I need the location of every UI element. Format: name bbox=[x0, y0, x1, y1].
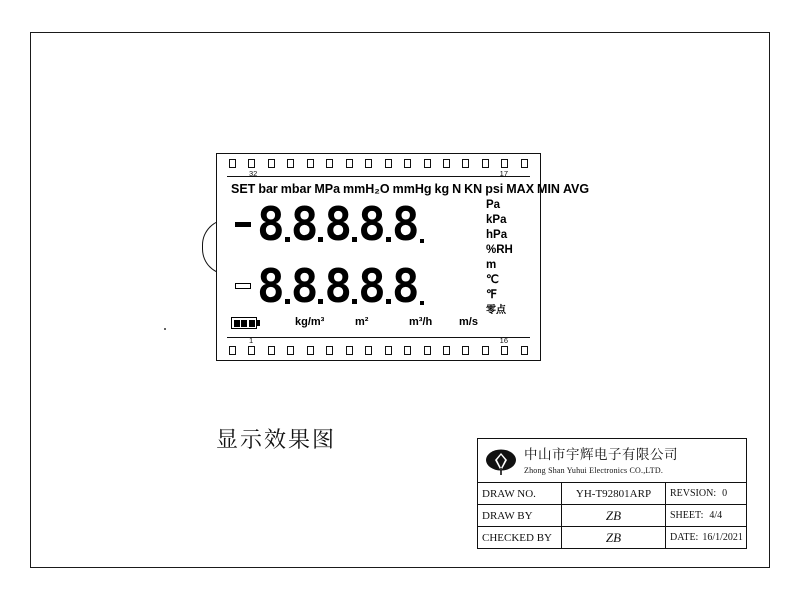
pin bbox=[346, 159, 353, 168]
decimal-point bbox=[386, 299, 391, 304]
checked-by-label: CHECKED BY bbox=[478, 527, 562, 548]
company-name-cn: 中山市宇辉电子有限公司 bbox=[524, 447, 678, 464]
title-block-row bbox=[478, 505, 746, 527]
pin bbox=[287, 346, 294, 355]
pin bbox=[248, 159, 255, 168]
pin bbox=[229, 159, 236, 168]
battery-icon bbox=[231, 317, 257, 329]
digit: 8 bbox=[358, 259, 385, 313]
stray-dot-mark bbox=[164, 328, 166, 330]
decimal-point bbox=[386, 237, 391, 242]
pin bbox=[385, 159, 392, 168]
annunciator-n: N bbox=[452, 182, 462, 196]
pin bbox=[365, 159, 372, 168]
annunciator-min: MIN bbox=[537, 182, 560, 196]
decimal-point bbox=[420, 301, 424, 305]
pin bbox=[424, 159, 431, 168]
pin bbox=[482, 159, 489, 168]
pin-label-16: 16 bbox=[499, 336, 508, 345]
pin bbox=[482, 346, 489, 355]
minus-sign-row2 bbox=[235, 283, 251, 289]
pin bbox=[326, 346, 333, 355]
annunciator-kn: KN bbox=[464, 182, 483, 196]
pin bbox=[462, 346, 469, 355]
annunciator-kg-per-m3: kg/m³ bbox=[295, 316, 325, 328]
revision-label: REVSION: bbox=[670, 488, 717, 499]
lcd-module bbox=[186, 153, 590, 361]
pin bbox=[268, 159, 275, 168]
pin-row-top bbox=[229, 159, 528, 168]
pin bbox=[501, 346, 508, 355]
glass-inner-rule-bottom bbox=[227, 337, 530, 338]
pin bbox=[248, 346, 255, 355]
company-logo-icon bbox=[484, 447, 518, 477]
pin bbox=[404, 159, 411, 168]
decimal-point bbox=[352, 299, 357, 304]
title-block-row bbox=[478, 483, 746, 505]
digit: 8 bbox=[257, 197, 284, 251]
unit-m: m bbox=[486, 259, 497, 271]
sheet-value: 4/4 bbox=[709, 510, 723, 521]
pin bbox=[385, 346, 392, 355]
annunciator-avg: AVG bbox=[562, 182, 590, 196]
draw-no-label: DRAW NO. bbox=[478, 483, 562, 504]
digit: 8 bbox=[324, 197, 352, 251]
display-row-1 bbox=[235, 197, 425, 251]
annunciator-m3-per-h: m³/h bbox=[409, 316, 433, 328]
digit: 8 bbox=[290, 197, 318, 251]
pin bbox=[443, 346, 450, 355]
date-cell bbox=[666, 527, 746, 548]
glass-inner-rule-top bbox=[227, 176, 530, 177]
decimal-point bbox=[285, 299, 290, 304]
decimal-point bbox=[318, 299, 323, 304]
bottom-annunciator-row bbox=[231, 316, 521, 332]
title-block bbox=[477, 438, 747, 549]
annunciator-mpa: MPa bbox=[314, 182, 341, 196]
pin bbox=[346, 346, 353, 355]
pin bbox=[287, 159, 294, 168]
company-text bbox=[524, 448, 678, 475]
pin bbox=[229, 346, 236, 355]
annunciator-max: MAX bbox=[506, 182, 535, 196]
annunciator-m-per-s: m/s bbox=[459, 316, 478, 328]
company-header bbox=[478, 439, 746, 483]
top-annunciator-row bbox=[231, 182, 590, 196]
checked-by-value: ZB bbox=[562, 527, 666, 548]
revision-cell bbox=[666, 483, 746, 504]
annunciator-bar: bar bbox=[258, 182, 278, 196]
unit-celsius: ℃ bbox=[486, 274, 499, 286]
annunciator-mmhg: mmHg bbox=[392, 182, 432, 196]
digit: 8 bbox=[324, 259, 352, 313]
pin-label-1: 1 bbox=[249, 336, 254, 345]
draw-by-label: DRAW BY bbox=[478, 505, 562, 526]
unit-zero-point: 零点 bbox=[486, 305, 506, 316]
digit: 8 bbox=[290, 259, 318, 313]
revision-value: 0 bbox=[722, 488, 728, 499]
unit-fahrenheit: ℉ bbox=[486, 289, 497, 301]
drawing-frame bbox=[30, 32, 770, 568]
unit-pa: Pa bbox=[486, 199, 501, 211]
annunciator-psi: psi bbox=[485, 182, 504, 196]
unit-kpa: kPa bbox=[486, 214, 507, 226]
display-row-2 bbox=[235, 259, 425, 313]
pin-label-32: 32 bbox=[249, 169, 258, 178]
draw-no-value: YH-T92801ARP bbox=[562, 483, 666, 504]
pin bbox=[521, 159, 528, 168]
annunciator-m2: m² bbox=[355, 316, 369, 328]
date-value: 16/1/2021 bbox=[702, 532, 743, 543]
decimal-point bbox=[285, 237, 290, 242]
drawing-caption: 显示效果图 bbox=[216, 428, 337, 453]
decimal-point bbox=[420, 239, 424, 243]
pin bbox=[501, 159, 508, 168]
annunciator-kg: kg bbox=[434, 182, 450, 196]
pin bbox=[424, 346, 431, 355]
sheet-cell bbox=[666, 505, 746, 526]
pin-label-17: 17 bbox=[499, 169, 508, 178]
digit: 8 bbox=[391, 197, 419, 251]
digit: 8 bbox=[358, 197, 385, 251]
pin bbox=[268, 346, 275, 355]
company-name-en: Zhong Shan Yuhui Electronics CO.,LTD. bbox=[524, 465, 664, 475]
pin-row-bottom bbox=[229, 346, 528, 355]
unit-hpa: hPa bbox=[486, 229, 508, 241]
annunciator-mmh2o: mmH₂O bbox=[343, 182, 390, 196]
pin bbox=[443, 159, 450, 168]
battery-nub-icon bbox=[257, 320, 260, 326]
sheet-label: SHEET: bbox=[670, 510, 704, 521]
digit: 8 bbox=[391, 259, 419, 313]
decimal-point bbox=[318, 237, 323, 242]
unit-column bbox=[486, 198, 530, 318]
unit-rh: %RH bbox=[486, 244, 513, 256]
pin bbox=[365, 346, 372, 355]
minus-sign-row1 bbox=[235, 222, 251, 227]
annunciator-set: SET bbox=[231, 182, 256, 196]
digit: 8 bbox=[257, 259, 284, 313]
decimal-point bbox=[352, 237, 357, 242]
pin bbox=[307, 346, 314, 355]
pin bbox=[326, 159, 333, 168]
title-block-row bbox=[478, 527, 746, 548]
pin bbox=[462, 159, 469, 168]
pin bbox=[307, 159, 314, 168]
pin bbox=[521, 346, 528, 355]
annunciator-mbar: mbar bbox=[280, 182, 312, 196]
draw-by-value: ZB bbox=[562, 505, 666, 526]
date-label: DATE: bbox=[670, 532, 699, 543]
lcd-glass bbox=[216, 153, 590, 361]
pin bbox=[404, 346, 411, 355]
